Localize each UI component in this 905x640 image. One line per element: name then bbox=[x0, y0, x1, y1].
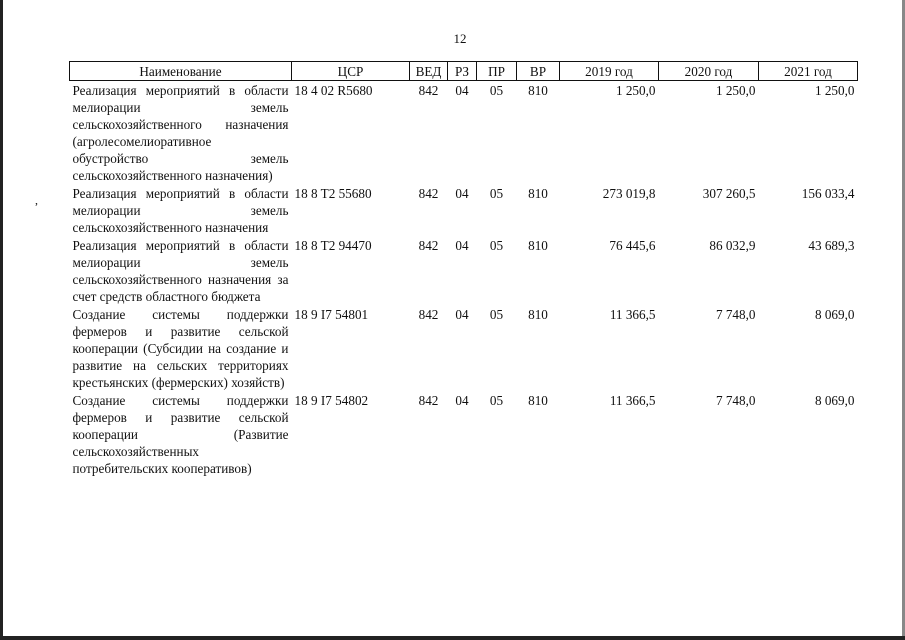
page-number: 12 bbox=[453, 31, 467, 46]
row-vr: 810 bbox=[528, 186, 548, 201]
row-ved: 842 bbox=[418, 307, 439, 322]
row-csr: 18 8 T2 55680 bbox=[294, 186, 372, 201]
header-pr: ПР bbox=[477, 62, 517, 81]
row-2020: 7 748,0 bbox=[715, 393, 756, 408]
row-2021: 156 033,4 bbox=[801, 186, 855, 201]
row-rz: 04 bbox=[455, 393, 469, 408]
row-2020: 307 260,5 bbox=[702, 186, 756, 201]
row-ved: 842 bbox=[418, 83, 439, 98]
table-header-row bbox=[70, 62, 858, 81]
row-vr: 810 bbox=[528, 307, 548, 322]
row-ved: 842 bbox=[418, 186, 439, 201]
row-2021: 8 069,0 bbox=[814, 307, 855, 322]
row-vr: 810 bbox=[528, 238, 548, 253]
row-rz: 04 bbox=[455, 307, 469, 322]
row-2019: 273 019,8 bbox=[602, 186, 656, 201]
row-csr: 18 9 I7 54802 bbox=[294, 393, 369, 408]
row-vr: 810 bbox=[528, 83, 548, 98]
row-name: Создание системы поддержки фермеров и развитие сельской кооперации (Развитие сельскохозяйственных потребительских кооперативов) bbox=[72, 393, 289, 476]
stray-mark: , bbox=[35, 193, 38, 207]
table-row bbox=[70, 184, 858, 236]
header-ved: ВЕД bbox=[410, 62, 448, 81]
row-2019: 11 366,5 bbox=[609, 393, 656, 408]
row-2020: 7 748,0 bbox=[715, 307, 756, 322]
row-ved: 842 bbox=[418, 393, 439, 408]
budget-table bbox=[69, 61, 858, 477]
row-csr: 18 8 T2 94470 bbox=[294, 238, 372, 253]
row-vr: 810 bbox=[528, 393, 548, 408]
row-name: Реализация мероприятий в области мелиорации земель сельскохозяйственного назначения (агролесомелиоративное обустройство земель сельскохозяйственного назначения) bbox=[72, 83, 289, 183]
row-name: Создание системы поддержки фермеров и развитие сельской кооперации (Субсидии на создание и развитие на сельских территориях крестьянских (фермерских) хозяйств) bbox=[72, 307, 289, 390]
scan-border-bottom bbox=[0, 636, 905, 640]
row-rz: 04 bbox=[455, 186, 469, 201]
row-2021: 1 250,0 bbox=[814, 83, 855, 98]
row-2019: 76 445,6 bbox=[609, 238, 656, 253]
row-pr: 05 bbox=[489, 307, 504, 322]
scan-border-left bbox=[0, 0, 3, 640]
row-2020: 1 250,0 bbox=[715, 83, 756, 98]
row-pr: 05 bbox=[489, 186, 504, 201]
row-rz: 04 bbox=[455, 83, 469, 98]
row-rz: 04 bbox=[455, 238, 469, 253]
row-ved: 842 bbox=[418, 238, 439, 253]
header-rz: РЗ bbox=[448, 62, 477, 81]
row-2019: 1 250,0 bbox=[615, 83, 656, 98]
row-2020: 86 032,9 bbox=[709, 238, 756, 253]
row-csr: 18 9 I7 54801 bbox=[294, 307, 369, 322]
table-row bbox=[70, 305, 858, 391]
table-row bbox=[70, 236, 858, 305]
header-vr: ВР bbox=[517, 62, 560, 81]
header-2020: 2020 год bbox=[659, 62, 759, 81]
row-2021: 8 069,0 bbox=[814, 393, 855, 408]
row-pr: 05 bbox=[489, 393, 504, 408]
row-pr: 05 bbox=[489, 83, 504, 98]
table-row bbox=[70, 391, 858, 477]
row-name: Реализация мероприятий в области мелиорации земель сельскохозяйственного назначения за счет средств областного бюджета bbox=[72, 238, 289, 304]
row-csr: 18 4 02 R5680 bbox=[294, 83, 373, 98]
table-row bbox=[70, 81, 858, 185]
row-2021: 43 689,3 bbox=[808, 238, 855, 253]
header-2019: 2019 год bbox=[560, 62, 659, 81]
header-name: Наименование bbox=[70, 62, 292, 81]
header-2021: 2021 год bbox=[759, 62, 858, 81]
row-2019: 11 366,5 bbox=[609, 307, 656, 322]
row-name: Реализация мероприятий в области мелиорации земель сельскохозяйственного назначения bbox=[72, 186, 289, 235]
row-pr: 05 bbox=[489, 238, 504, 253]
header-csr: ЦСР bbox=[292, 62, 410, 81]
